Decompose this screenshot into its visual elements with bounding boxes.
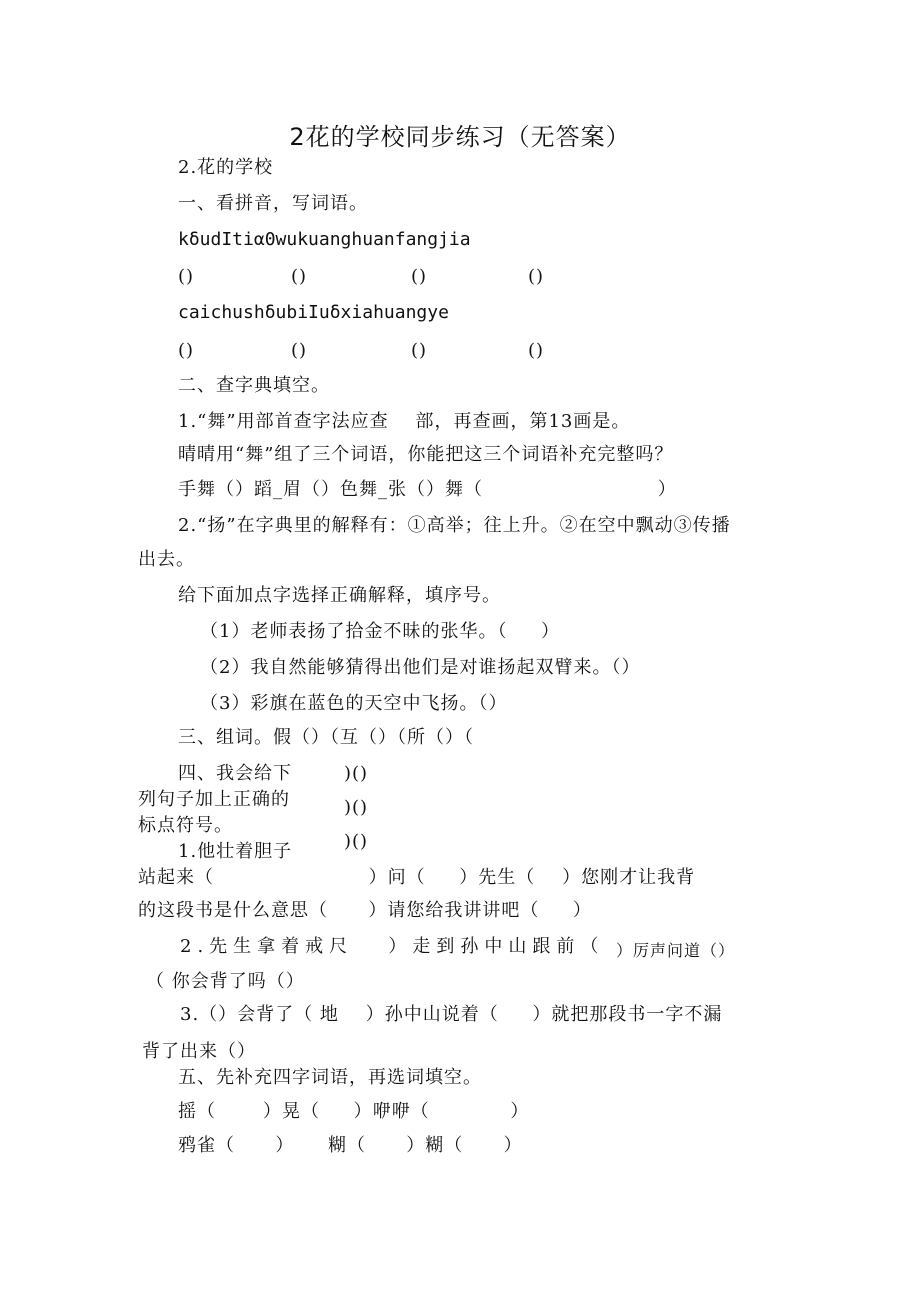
section1-heading: 一、看拼音，写词语。	[178, 193, 368, 214]
section4-heading-line1: 四、我会给下	[178, 763, 292, 784]
pinyin-row-2: caichushδubiIuδxiahuangye	[178, 302, 449, 323]
blank-2-1: ()	[178, 340, 195, 361]
blank-1-4: ()	[528, 266, 545, 287]
section3-bracket-3: )()	[344, 831, 369, 852]
section2-q2-line1: 2.“扬”在字典里的解释有：①高举；往上升。②在空中飘动③传播	[178, 515, 731, 536]
section2-q2-item-2: （2）我自然能够猜得出他们是对谁扬起双臂来。（）	[200, 657, 641, 678]
section3-bracket-2: )()	[344, 797, 369, 818]
section4-s2-line2: （ 你会背了吗（）	[146, 971, 305, 992]
lesson-subtitle: 2.花的学校	[178, 157, 274, 178]
blank-2-3: ()	[411, 340, 428, 361]
section2-q1-fill: 手舞（）蹈_眉（）色舞_张（）舞（ ）	[178, 479, 677, 500]
section5-row-1: 摇（ ）晃（ ）咿咿（ ）	[178, 1101, 530, 1122]
section5-heading: 五、先补充四字词语，再选词填空。	[178, 1067, 482, 1088]
section2-q2-item-1: （1）老师表扬了拾金不昧的张华。（ ）	[200, 621, 561, 642]
section2-q2-intro: 给下面加点字选择正确解释，填序号。	[178, 585, 501, 606]
blank-2-4: ()	[528, 340, 545, 361]
section5-row-2: 鸦雀（ ） 糊（ ）糊（ ）	[178, 1135, 523, 1156]
section2-q1: 1.“舞”用部首查字法应查 部，再查画，第13画是。	[178, 411, 631, 432]
section3-bracket-1: )()	[344, 763, 369, 784]
section4-s1-start: 1.他壮着胆子	[178, 841, 293, 862]
blank-1-1: ()	[178, 266, 195, 287]
section2-q2-line2: 出去。	[138, 549, 195, 570]
page-title: 2花的学校同步练习（无答案）	[289, 123, 631, 151]
section2-q1-intro: 晴晴用“舞”组了三个词语，你能把这三个词语补充完整吗？	[178, 444, 674, 465]
section4-heading-line3: 标点符号。	[138, 815, 233, 836]
pinyin-row-1: kδudItiα0wukuanghuanfangjia	[178, 229, 471, 250]
section4-heading-line2: 列句子加上正确的	[138, 789, 290, 810]
section4-s3-line2: 背了出来（）	[142, 1041, 256, 1062]
blank-1-2: ()	[291, 266, 308, 287]
section4-s1-line2: 站起来（ ）问（ ）先生（ ）您刚才让我背	[138, 867, 696, 888]
section4-s2-tail: ）厉声问道（）	[616, 941, 736, 960]
section4-s1-line3: 的这段书是什么意思（ ）请您给我讲讲吧（ ）	[138, 900, 592, 921]
section4-s2-main: 2.先生拿着戒尺 ）走到孙中山跟前（	[180, 936, 605, 957]
blank-1-3: ()	[411, 266, 428, 287]
section4-s3-main: 3.（）会背了（ 地 ）孙中山说着（ ）就把那段书一字不漏	[180, 1004, 723, 1025]
section2-heading: 二、查字典填空。	[178, 375, 330, 396]
section2-q2-item-3: （3）彩旗在蓝色的天空中飞扬。（）	[200, 693, 508, 714]
blank-2-2: ()	[291, 340, 308, 361]
section3-heading: 三、组词。假（）（互（）（所（）（	[178, 727, 474, 748]
